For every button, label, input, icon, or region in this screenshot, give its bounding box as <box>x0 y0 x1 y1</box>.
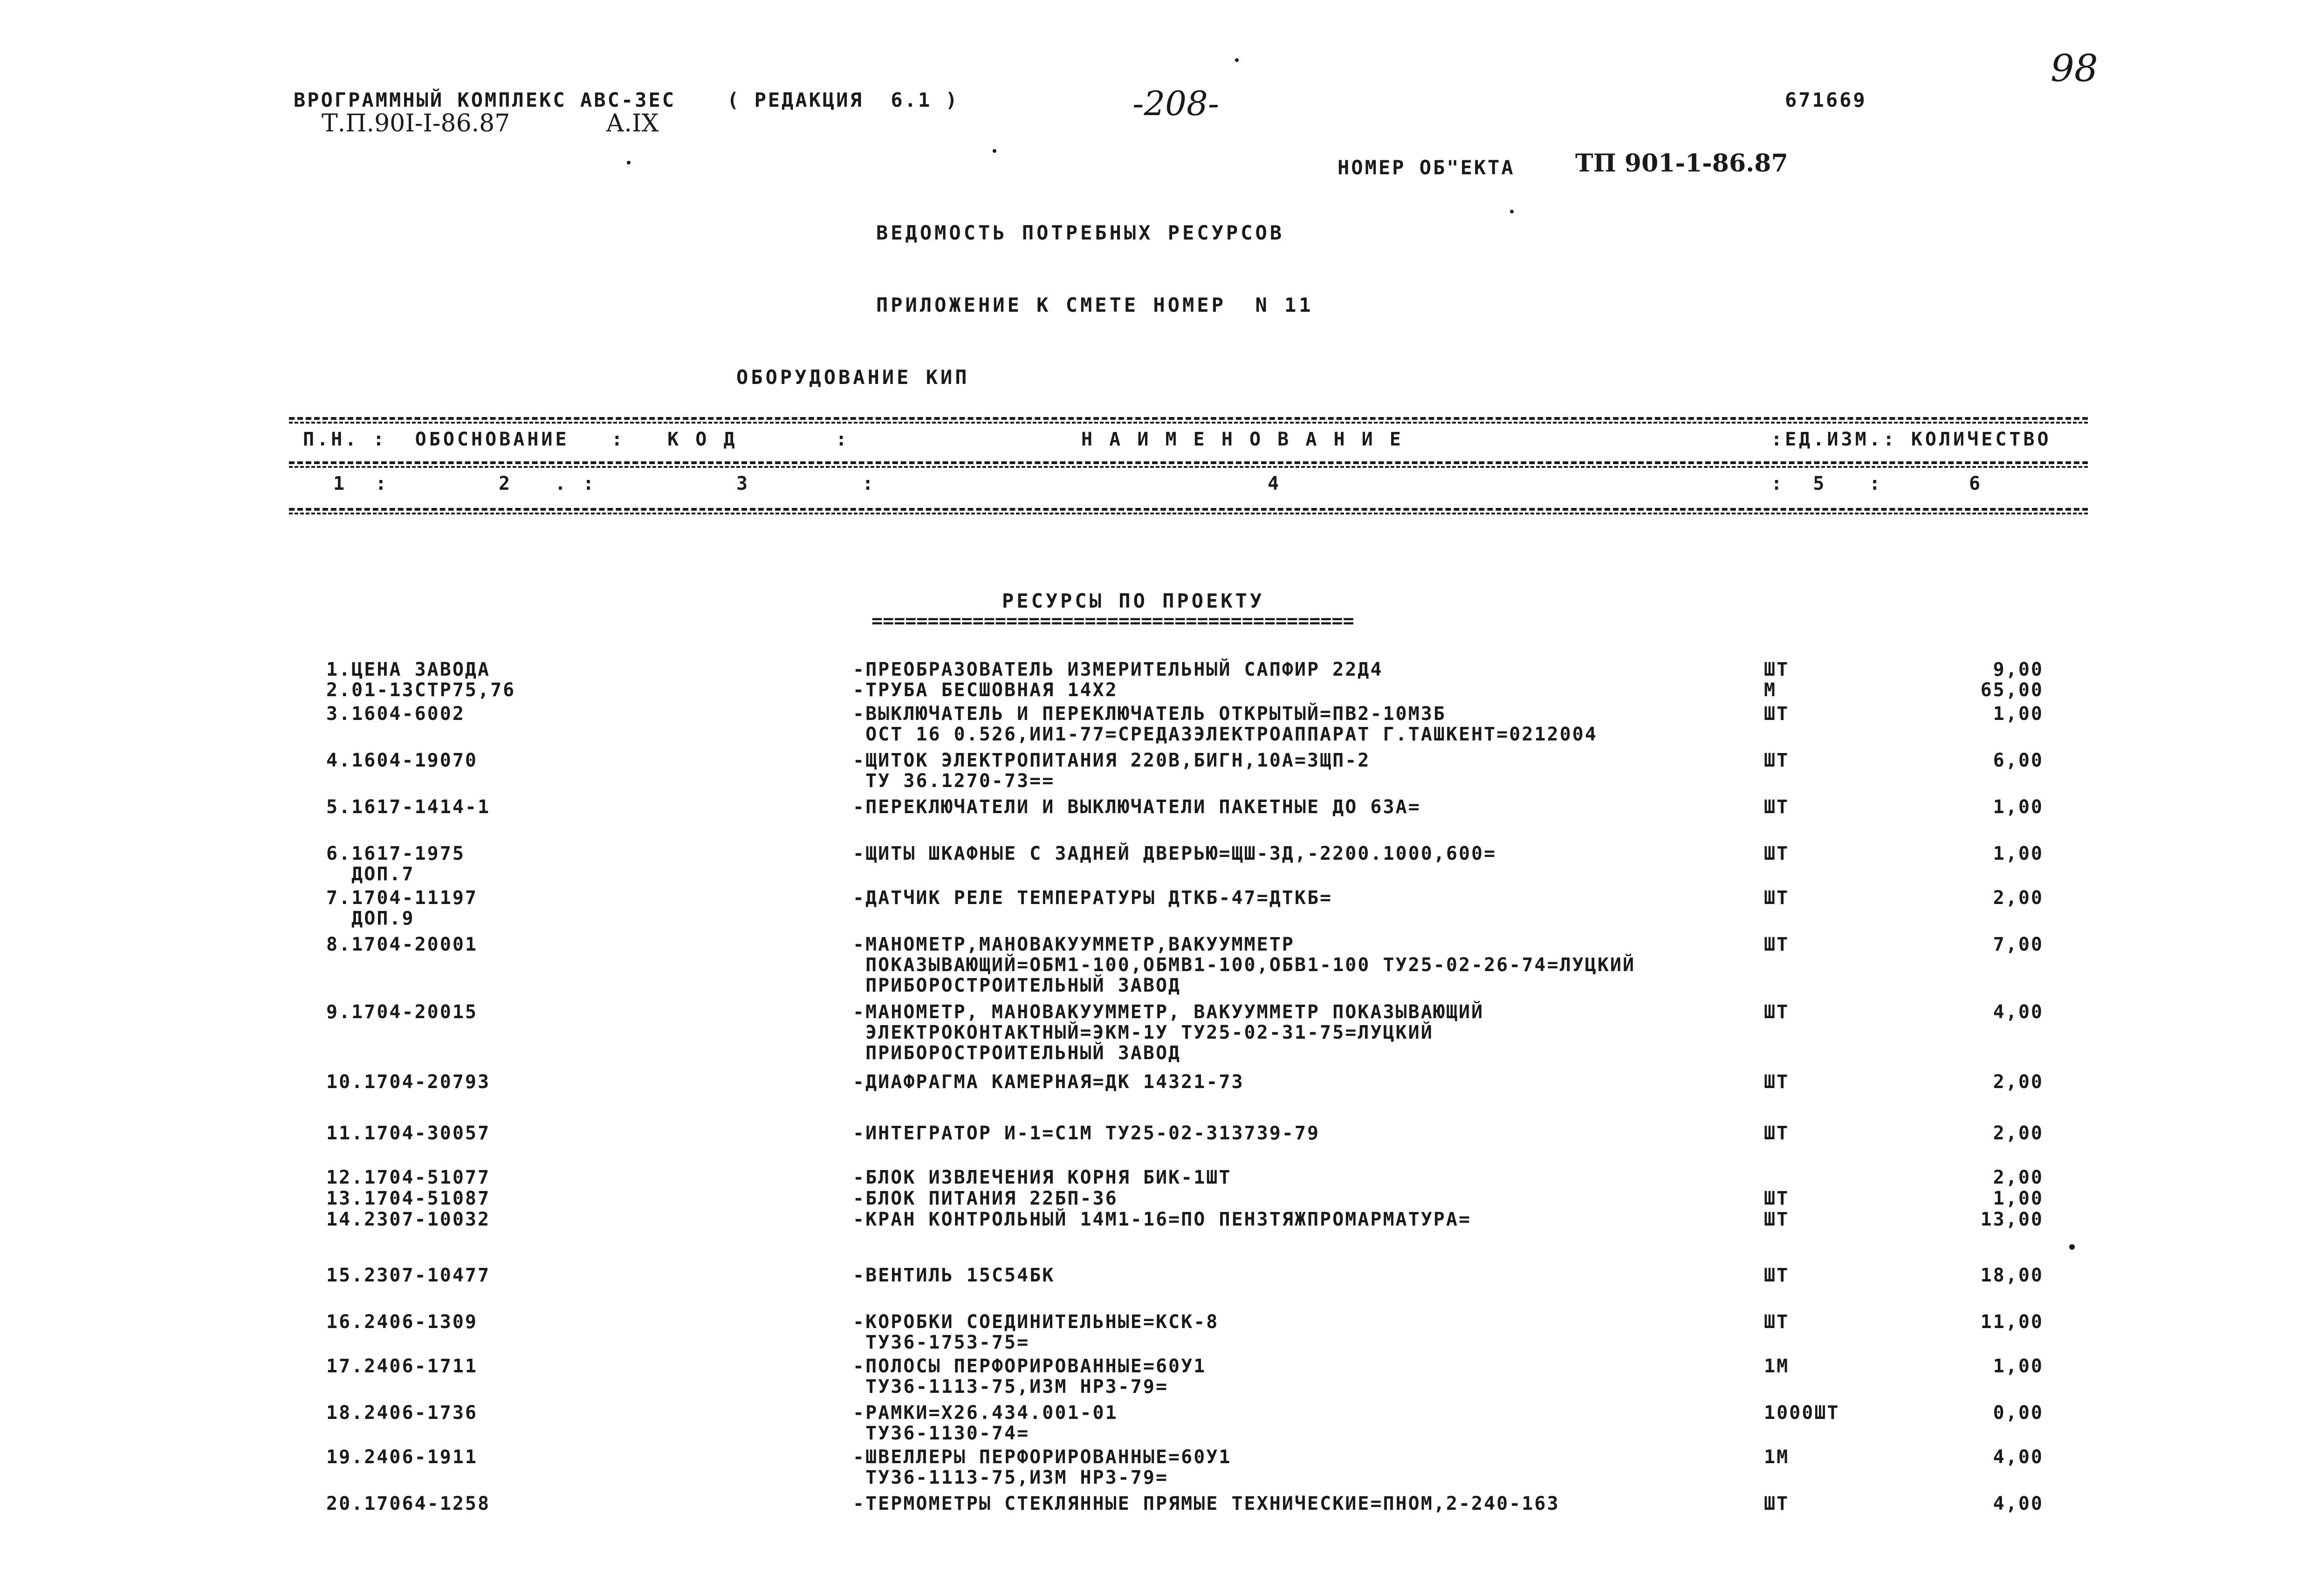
row-quantity: 1,00 <box>1993 843 2044 864</box>
document-title: ВЕДОМОСТЬ ПОТРЕБНЫХ РЕСУРСОВ <box>876 221 1285 244</box>
row-code: 8.1704-20001 <box>326 934 478 955</box>
row-unit: ШТ <box>1764 659 1790 680</box>
row-unit: 1М <box>1764 1356 1790 1377</box>
row-unit: 1М <box>1764 1446 1790 1468</box>
row-name: -БЛОК ИЗВЛЕЧЕНИЯ КОРНЯ БИК-1ШТ <box>853 1167 1232 1188</box>
row-unit: ШТ <box>1764 934 1790 955</box>
row-code: 18.2406-1736 <box>326 1402 478 1424</box>
row-quantity: 2,00 <box>1993 887 2044 909</box>
row-unit: ШТ <box>1764 1311 1790 1333</box>
program-name: ВРОГРАММНЫЙ КОМПЛЕКС АВС-3ЕС <box>294 89 676 111</box>
object-label: НОМЕР ОБ"ЕКТА <box>1338 156 1515 179</box>
row-unit: ШТ <box>1764 750 1790 771</box>
row-code: 9.1704-20015 <box>326 1001 478 1023</box>
row-unit: ШТ <box>1764 1071 1790 1093</box>
column-number-1: 1 : <box>333 473 390 494</box>
row-unit: ШТ <box>1764 1209 1790 1230</box>
table-rule-bottom <box>289 508 2088 511</box>
scan-speck <box>627 161 631 164</box>
row-code: 3.1604-6002 <box>326 703 465 725</box>
row-quantity: 13,00 <box>1980 1209 2044 1230</box>
row-code: 14.2307-10032 <box>326 1209 491 1230</box>
row-name: -ДАТЧИК РЕЛЕ ТЕМПЕРАТУРЫ ДТКБ-47=ДТКБ= <box>853 887 1333 909</box>
row-code: 5.1617-1414-1 <box>326 796 491 818</box>
appendix-title: ПРИЛОЖЕНИЕ К СМЕТЕ НОМЕР N 11 <box>876 294 1314 316</box>
sheet-mark: 98 <box>2051 47 2098 90</box>
column-separator: : <box>862 473 877 494</box>
row-unit: ШТ <box>1764 1188 1790 1209</box>
album-label: А.IX <box>606 110 659 137</box>
row-quantity: 1,00 <box>1993 703 2044 725</box>
row-name: -ПОЛОСЫ ПЕРФОРИРОВАННЫЕ=60У1 ТУ36-1113-75,ИЗМ НР3-79= <box>853 1356 1207 1397</box>
row-code: 13.1704-51087 <box>326 1188 491 1209</box>
table-rule-top <box>289 417 2088 420</box>
row-code: 4.1604-19070 <box>326 750 478 771</box>
row-code: 10.1704-20793 <box>326 1071 491 1093</box>
row-quantity: 1,00 <box>1993 796 2044 818</box>
row-quantity: 7,00 <box>1993 934 2044 955</box>
table-rule-mid <box>289 461 2088 464</box>
row-quantity: 4,00 <box>1993 1001 2044 1023</box>
row-quantity: 6,00 <box>1993 750 2044 771</box>
resources-underline: =========================================== <box>871 610 1354 632</box>
row-quantity: 2,00 <box>1993 1167 2044 1188</box>
row-name: -КОРОБКИ СОЕДИНИТЕЛЬНЫЕ=КСК-8 ТУ36-1753-75= <box>853 1311 1219 1353</box>
table-rule-bottom-2 <box>289 513 2088 514</box>
row-unit: ШТ <box>1764 1001 1790 1023</box>
row-name: -МАНОМЕТР,МАНОВАКУУММЕТР,ВАКУУММЕТР ПОКАЗЫВАЮЩИЙ=ОБМ1-100,ОБМВ1-100,ОБВ1-100 ТУ25-02-26-74=ЛУЦКИЙ ПРИБОРОСТРОИТЕЛЬНЫЙ ЗАВОД <box>853 934 1636 996</box>
row-quantity: 2,00 <box>1993 1071 2044 1093</box>
object-value: ТП 901-1-86.87 <box>1575 149 1788 178</box>
column-headers-right: :ЕД.ИЗМ.: КОЛИЧЕСТВО <box>1771 429 2051 450</box>
row-unit: М <box>1764 679 1777 701</box>
row-code: 11.1704-30057 <box>326 1123 491 1144</box>
column-number-3: 3 <box>736 473 751 494</box>
row-unit: ШТ <box>1764 1123 1790 1144</box>
row-quantity: 9,00 <box>1993 659 2044 680</box>
column-headers-left: П.Н. : ОБОСНОВАНИЕ : К О Д : <box>303 429 850 450</box>
row-unit: ШТ <box>1764 703 1790 725</box>
row-code: 15.2307-10477 <box>326 1265 491 1286</box>
row-quantity: 4,00 <box>1993 1493 2044 1514</box>
row-quantity: 11,00 <box>1980 1311 2044 1333</box>
row-name: -ЩИТЫ ШКАФНЫЕ С ЗАДНЕЙ ДВЕРЬЮ=ЩШ-ЗД,-2200.1000,600= <box>853 843 1497 864</box>
row-code: 17.2406-1711 <box>326 1356 478 1377</box>
row-quantity: 1,00 <box>1993 1188 2044 1209</box>
scan-speck <box>993 149 996 153</box>
row-unit: ШТ <box>1764 843 1790 864</box>
edition-label: ( РЕДАКЦИЯ 6.1 ) <box>727 89 959 111</box>
scan-speck <box>1235 58 1239 62</box>
row-name: -ВЫКЛЮЧАТЕЛЬ И ПЕРЕКЛЮЧАТЕЛЬ ОТКРЫТЫЙ=ПВ2-10М3Б ОСТ 16 0.526,ИИ1-77=СРЕДАЗЭЛЕКТРОАППАРАТ Г.ТАШКЕНТ=0212004 <box>853 703 1598 745</box>
row-quantity: 2,00 <box>1993 1123 2044 1144</box>
column-number-4: 4 <box>1268 473 1282 494</box>
row-name: -ПЕРЕКЛЮЧАТЕЛИ И ВЫКЛЮЧАТЕЛИ ПАКЕТНЫЕ ДО 63А= <box>853 796 1421 818</box>
row-code: 20.17064-1258 <box>326 1493 491 1514</box>
row-unit: ШТ <box>1764 1493 1790 1514</box>
row-name: -ВЕНТИЛЬ 15С54БК <box>853 1265 1055 1286</box>
row-name: -ЩИТОК ЭЛЕКТРОПИТАНИЯ 220В,БИГН,10А=ЗЩП-2 ТУ 36.1270-73== <box>853 750 1371 792</box>
row-code: 2.01-13СТР75,76 <box>326 679 516 701</box>
row-quantity: 18,00 <box>1980 1265 2044 1286</box>
row-name: -ТЕРМОМЕТРЫ СТЕКЛЯННЫЕ ПРЯМЫЕ ТЕХНИЧЕСКИЕ=ПНОМ,2-240-163 <box>853 1493 1560 1514</box>
row-code: 7.1704-11197 ДОП.9 <box>326 887 478 929</box>
row-code: 1.ЦЕНА ЗАВОДА <box>326 659 491 680</box>
table-rule-mid-2 <box>289 466 2088 468</box>
column-number-6: 6 <box>1969 473 1983 494</box>
row-unit: ШТ <box>1764 887 1790 909</box>
row-quantity: 0,00 <box>1993 1402 2044 1424</box>
document-code: 671669 <box>1785 89 1867 111</box>
row-name: -РАМКИ=Х26.434.001-01 ТУ36-1130-74= <box>853 1402 1118 1444</box>
scan-speck <box>2069 1244 2075 1250</box>
resources-title: РЕСУРСЫ ПО ПРОЕКТУ <box>1002 589 1265 612</box>
row-code: 12.1704-51077 <box>326 1167 491 1188</box>
section-title: ОБОРУДОВАНИЕ КИП <box>736 366 970 389</box>
column-number-2: 2 . : <box>499 473 597 494</box>
row-unit: 1000ШТ <box>1764 1402 1840 1424</box>
row-unit: ШТ <box>1764 796 1790 818</box>
row-code: 16.2406-1309 <box>326 1311 478 1333</box>
table-rule-top-2 <box>289 422 2088 424</box>
row-name: -БЛОК ПИТАНИЯ 22БП-36 <box>853 1188 1118 1209</box>
row-quantity: 4,00 <box>1993 1446 2044 1468</box>
row-name: -ТРУБА БЕСШОВНАЯ 14Х2 <box>853 679 1118 701</box>
row-name: -МАНОМЕТР, МАНОВАКУУММЕТР, ВАКУУММЕТР ПОКАЗЫВАЮЩИЙ ЭЛЕКТРОКОНТАКТНЫЙ=ЭКМ-1У ТУ25-02-31-75=ЛУЦКИЙ ПРИБОРОСТРОИТЕЛЬНЫЙ ЗАВОД <box>853 1001 1484 1064</box>
row-quantity: 65,00 <box>1980 679 2044 701</box>
row-unit: ШТ <box>1764 1265 1790 1286</box>
row-name: -ПРЕОБРАЗОВАТЕЛЬ ИЗМЕРИТЕЛЬНЫЙ САПФИР 22Д4 <box>853 659 1383 680</box>
column-header-name: Н А И М Е Н О В А Н И Е <box>1081 429 1404 450</box>
scan-speck <box>1510 210 1514 213</box>
row-code: 6.1617-1975 ДОП.7 <box>326 843 465 885</box>
row-code: 19.2406-1911 <box>326 1446 478 1468</box>
row-quantity: 1,00 <box>1993 1356 2044 1377</box>
row-name: -ШВЕЛЛЕРЫ ПЕРФОРИРОВАННЫЕ=60У1 ТУ36-1113-75,ИЗМ НР3-79= <box>853 1446 1232 1488</box>
row-name: -КРАН КОНТРОЛЬНЫЙ 14М1-16=ПО ПЕНЗТЯЖПРОМАРМАТУРА= <box>853 1209 1472 1230</box>
row-name: -ИНТЕГРАТОР И-1=С1М ТУ25-02-313739-79 <box>853 1123 1320 1144</box>
tp-code: Т.П.90I-I-86.87 <box>322 110 510 137</box>
page-number: -208- <box>1132 84 1220 123</box>
row-name: -ДИАФРАГМА КАМЕРНАЯ=ДК 14321-73 <box>853 1071 1244 1093</box>
column-number-5: : 5 : <box>1771 473 1883 494</box>
